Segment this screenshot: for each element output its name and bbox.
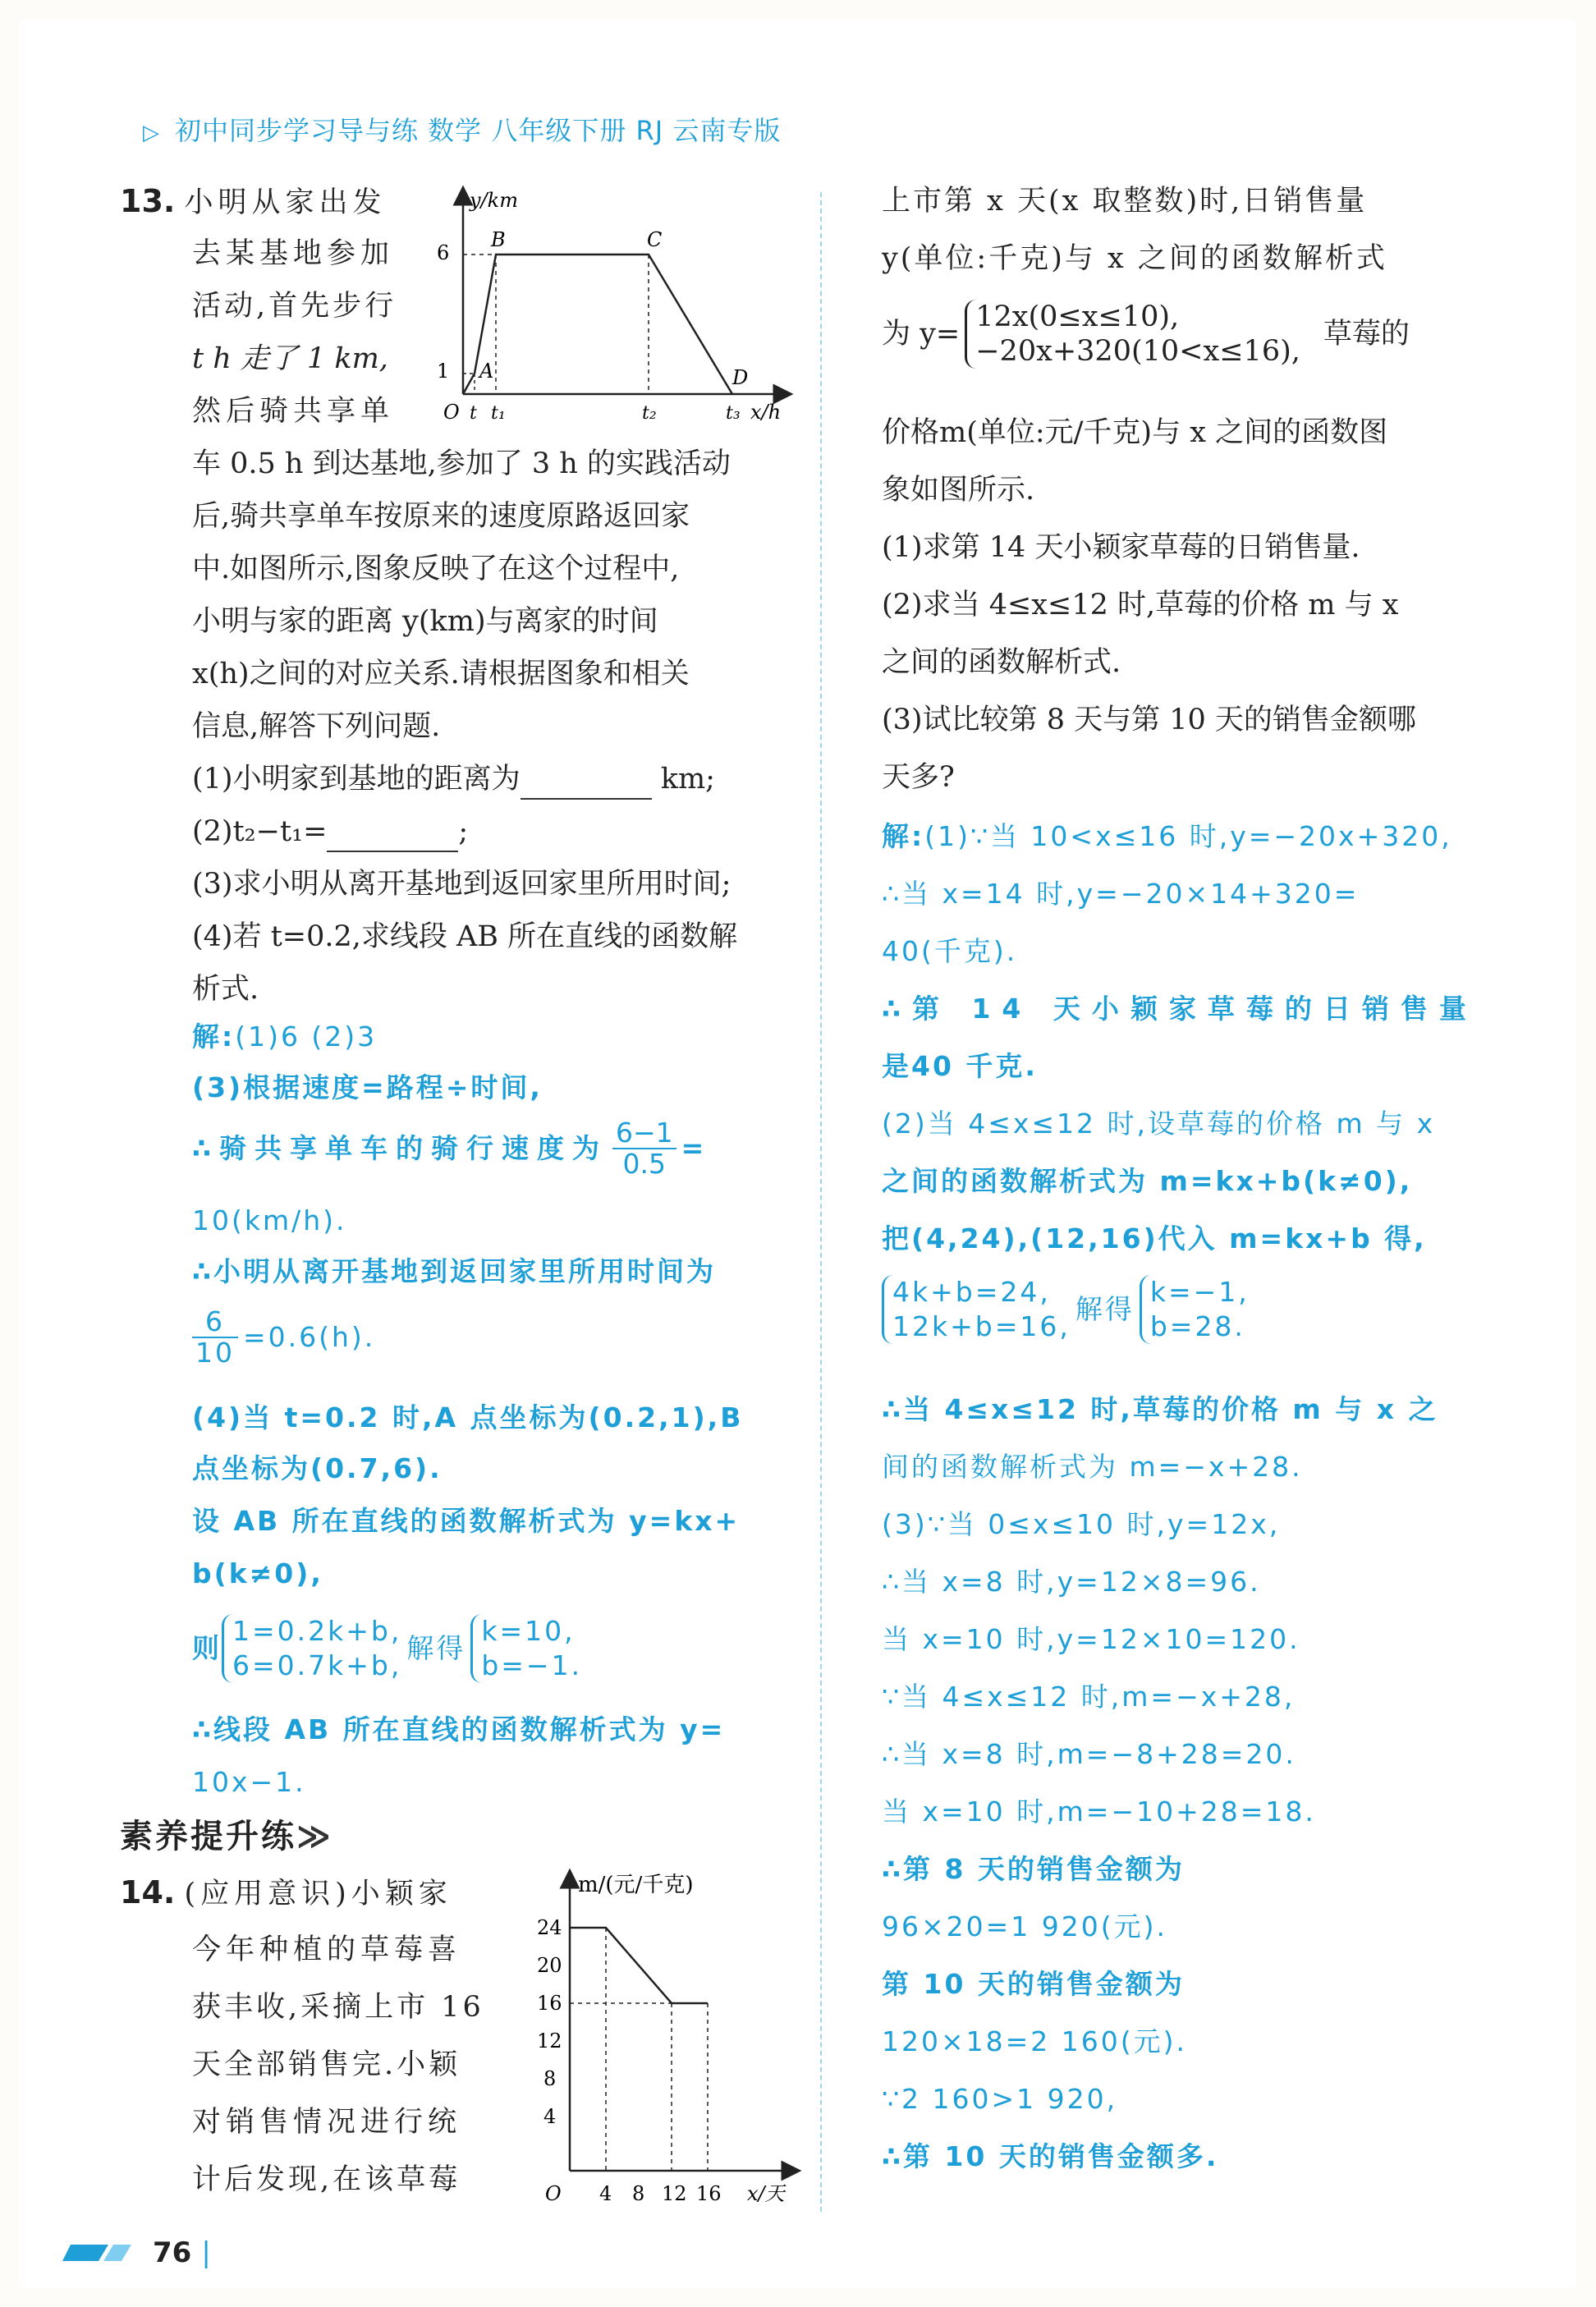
q14-solution-line: 96×20=1 920(元). — [882, 1910, 1167, 1942]
y-tick-label: 12 — [537, 2030, 562, 2052]
q14-solution-line: 间的函数解析式为 m=−x+28. — [882, 1451, 1303, 1483]
equation-system: 4k+b=24, 12k+b=16, — [882, 1275, 1071, 1344]
double-chevron-icon: ≫ — [296, 1818, 333, 1855]
q14-first-line: 14. (应用意识)小颖家 — [120, 1874, 452, 1910]
q13-text-line: 车 0.5 h 到达基地,参加了 3 h 的实践活动 — [192, 447, 731, 480]
q13-first-line — [120, 182, 386, 222]
q14-right-line: (2)求当 4≤x≤12 时,草莓的价格 m 与 x — [882, 589, 1399, 621]
q13-solution-line: (4)当 t=0.2 时,A 点坐标为(0.2,1),B — [192, 1401, 744, 1433]
origin-label: O — [545, 2182, 562, 2205]
column-divider — [820, 192, 822, 2212]
running-header — [143, 110, 781, 148]
q14-text-line: 对销售情况进行统 — [192, 2106, 462, 2139]
q13-system: 则 1=0.2k+b, 6=0.7k+b, 解得 k=10, b=−1. — [192, 1615, 583, 1681]
q14-solution-line: (2)当 4≤x≤12 时,设草莓的价格 m 与 x — [882, 1108, 1436, 1140]
q13-solution-line: $\frac{6}{10}$ =0.6(h). — [192, 1300, 375, 1374]
q14-solution-line: 之间的函数解析式为 m=kx+b(k≠0), — [882, 1165, 1413, 1197]
q13-text-line: 后,骑共享单车按原来的速度原路返回家 — [192, 500, 690, 533]
q14-system: 4k+b=24, 12k+b=16, 解得 k=−1, b=28. — [882, 1266, 1250, 1353]
header-title: 初中同步学习导与练 数学 八年级下册 RJ 云南专版 — [175, 115, 782, 146]
x-tick-label: 4 — [599, 2182, 612, 2205]
y-axis-label: y/km — [470, 189, 518, 212]
q13-solution-line: ∴骑共享单车的骑行速度为 $\frac{6-1}{0.5}$ = — [192, 1117, 713, 1180]
y-tick-label: 1 — [437, 360, 450, 383]
q14-solution-line: ∴当 4≤x≤12 时,草莓的价格 m 与 x 之 — [882, 1393, 1438, 1425]
y-axis-label: m/(元/千克) — [578, 1873, 694, 1897]
q13-text-line: 去某基地参加 — [192, 237, 395, 270]
q13-graph — [422, 184, 800, 430]
x-tick-label: 12 — [662, 2182, 687, 2205]
q14-text-line: 天全部销售完.小颖 — [192, 2048, 461, 2081]
piecewise-function: 12x(0≤x≤10), −20x+320(10<x≤16), — [965, 300, 1300, 369]
q14-text-line: 计后发现,在该草莓 — [192, 2163, 461, 2196]
q13-sub4-cont: 析式. — [192, 973, 259, 1006]
q14-right-line: 价格m(单位:元/千克)与 x 之间的函数图 — [882, 416, 1388, 449]
page — [20, 20, 1576, 2287]
q13-text-line: 活动,首先步行 — [192, 290, 397, 323]
q14-solution-line: ∵当 4≤x≤12 时,m=−x+28, — [882, 1681, 1296, 1713]
equation-system: 1=0.2k+b, 6=0.7k+b, — [222, 1614, 401, 1683]
solution-system: k=10, b=−1. — [470, 1614, 582, 1683]
q14-solution-line: ∴第 10 天的销售金额多. — [882, 2140, 1219, 2172]
q13-text-line: 信息,解答下列问题. — [192, 710, 441, 743]
y-tick-label: 24 — [537, 1916, 562, 1939]
q14-solution-line: 当 x=10 时,m=−10+28=18. — [882, 1796, 1316, 1828]
y-tick-label: 16 — [537, 1992, 562, 2015]
q14-solution-line: 是40 千克. — [882, 1050, 1038, 1082]
q14-text-line: 获丰收,采摘上市 16 — [192, 1991, 484, 2024]
answer-blank — [521, 760, 652, 800]
q14-solution-line: 120×18=2 160(元). — [882, 2025, 1187, 2057]
q13-solution-line: ∴小明从离开基地到返回家里所用时间为 — [192, 1255, 716, 1287]
q14-solution-line: ∴当 x=14 时,y=−20×14+320= — [882, 878, 1360, 910]
q13-text-line: 中.如图所示,图象反映了在这个过程中, — [192, 553, 680, 585]
q14-number: 14. — [120, 1874, 176, 1910]
x-tick-label: 8 — [632, 2182, 645, 2205]
q14-graph — [512, 1867, 808, 2212]
x-axis-label: x/天 — [747, 2182, 785, 2205]
q14-solution-line: ∴第 14 天小颖家草莓的日销售量 — [882, 993, 1478, 1025]
q14-right-line: 象如图所示. — [882, 474, 1035, 507]
x-tick-label: 16 — [696, 2182, 722, 2205]
q13-text-line: 小明与家的距离 y(km)与离家的时间 — [192, 605, 658, 638]
q13-solution-line: 10(km/h). — [192, 1204, 347, 1236]
q13-solution-line: 点坐标为(0.7,6). — [192, 1452, 443, 1484]
y-tick-label: 4 — [543, 2105, 557, 2128]
q14-solution-line: ∵2 160>1 920, — [882, 2083, 1118, 2115]
x-axis-label: x/h — [750, 401, 782, 424]
q14-solution-line: ∴当 x=8 时,m=−8+28=20. — [882, 1738, 1296, 1770]
q13-solution-line: 解:(1)6 (2)3 — [192, 1020, 378, 1053]
q14-right-line: 上市第 x 天(x 取整数)时,日销售量 — [882, 185, 1368, 218]
speed-fraction: $\frac{6-1}{0.5}$ — [612, 1118, 676, 1179]
y-tick-label: 8 — [543, 2067, 557, 2090]
page-number: 76 | — [153, 2236, 211, 2269]
q13-solution-line: 10x−1. — [192, 1766, 306, 1798]
q13-solution-line: ∴线段 AB 所在直线的函数解析式为 y= — [192, 1713, 726, 1745]
section-title: 素养提升练≫ — [120, 1818, 333, 1855]
point-label: A — [479, 360, 494, 383]
q14-solution-line: 40(千克). — [882, 935, 1018, 967]
q13-sub4: (4)若 t=0.2,求线段 AB 所在直线的函数解 — [192, 920, 738, 953]
q14-solution-line: (3)∵当 0≤x≤10 时,y=12x, — [882, 1508, 1281, 1540]
q13-text-line: x(h)之间的对应关系.请根据图象和相关 — [192, 658, 690, 690]
point-label: C — [647, 228, 663, 251]
price-polyline — [570, 1928, 708, 2003]
point-label: B — [491, 228, 506, 251]
q13-text-line: t h 走了 1 km, — [192, 342, 388, 375]
page-tab-icon — [61, 2241, 140, 2263]
x-tick-label: t₂ — [642, 403, 657, 424]
q14-right-line: 之间的函数解析式. — [882, 646, 1121, 679]
y-tick-label: 20 — [537, 1954, 562, 1977]
x-tick-label: t₁ — [491, 403, 506, 424]
triangle-marker-icon: ▷ — [143, 121, 160, 145]
q13-sub3: (3)求小明从离开基地到返回家里所用时间; — [192, 868, 732, 901]
q14-right-line: (1)求第 14 天小颖家草莓的日销售量. — [882, 531, 1360, 564]
point-label: D — [732, 366, 749, 389]
q13-sub2: (2)t₂−t₁= ; — [192, 813, 468, 852]
q14-solution-line: 当 x=10 时,y=12×10=120. — [882, 1623, 1300, 1655]
q14-solution-line: 第 10 天的销售金额为 — [882, 1968, 1185, 2000]
answer-blank — [327, 813, 458, 852]
q13-text-line: 然后骑共享单 — [192, 395, 395, 428]
q13-number: 13. — [120, 183, 176, 219]
solution-system: k=−1, b=28. — [1140, 1275, 1250, 1344]
x-tick-label: t — [470, 403, 477, 424]
q13-solution-line: (3)根据速度=路程÷时间, — [192, 1071, 543, 1103]
q14-solution-line: 把(4,24),(12,16)代入 m=kx+b 得, — [882, 1222, 1427, 1254]
q13-text-line: 小明从家出发 — [184, 186, 387, 219]
q13-sub1: (1)小明家到基地的距离为 km; — [192, 760, 715, 800]
q14-right-line: (3)试比较第 8 天与第 10 天的销售金额哪 — [882, 704, 1416, 736]
time-fraction: $\frac{6}{10}$ — [192, 1307, 238, 1368]
q14-right-line: 天多? — [882, 761, 955, 794]
q14-right-line: y(单位:千克)与 x 之间的函数解析式 — [882, 242, 1387, 275]
origin-label: O — [443, 401, 460, 424]
q14-solution-line: 解:(1)∵当 10<x≤16 时,y=−20x+320, — [882, 820, 1452, 852]
q14-text-line: 今年种植的草莓喜 — [192, 1933, 462, 1966]
distance-polyline — [463, 255, 732, 394]
q14-solution-line: ∴第 8 天的销售金额为 — [882, 1853, 1185, 1885]
x-tick-label: t₃ — [726, 403, 741, 424]
q13-solution-line: b(k≠0), — [192, 1557, 323, 1589]
q14-solution-line: ∴当 x=8 时,y=12×8=96. — [882, 1566, 1261, 1598]
q13-solution-line: 设 AB 所在直线的函数解析式为 y=kx+ — [192, 1505, 741, 1537]
y-tick-label: 6 — [437, 241, 450, 264]
q14-piecewise: 为 y= 12x(0≤x≤10), −20x+320(10<x≤16), 草莓的 — [882, 300, 1410, 368]
